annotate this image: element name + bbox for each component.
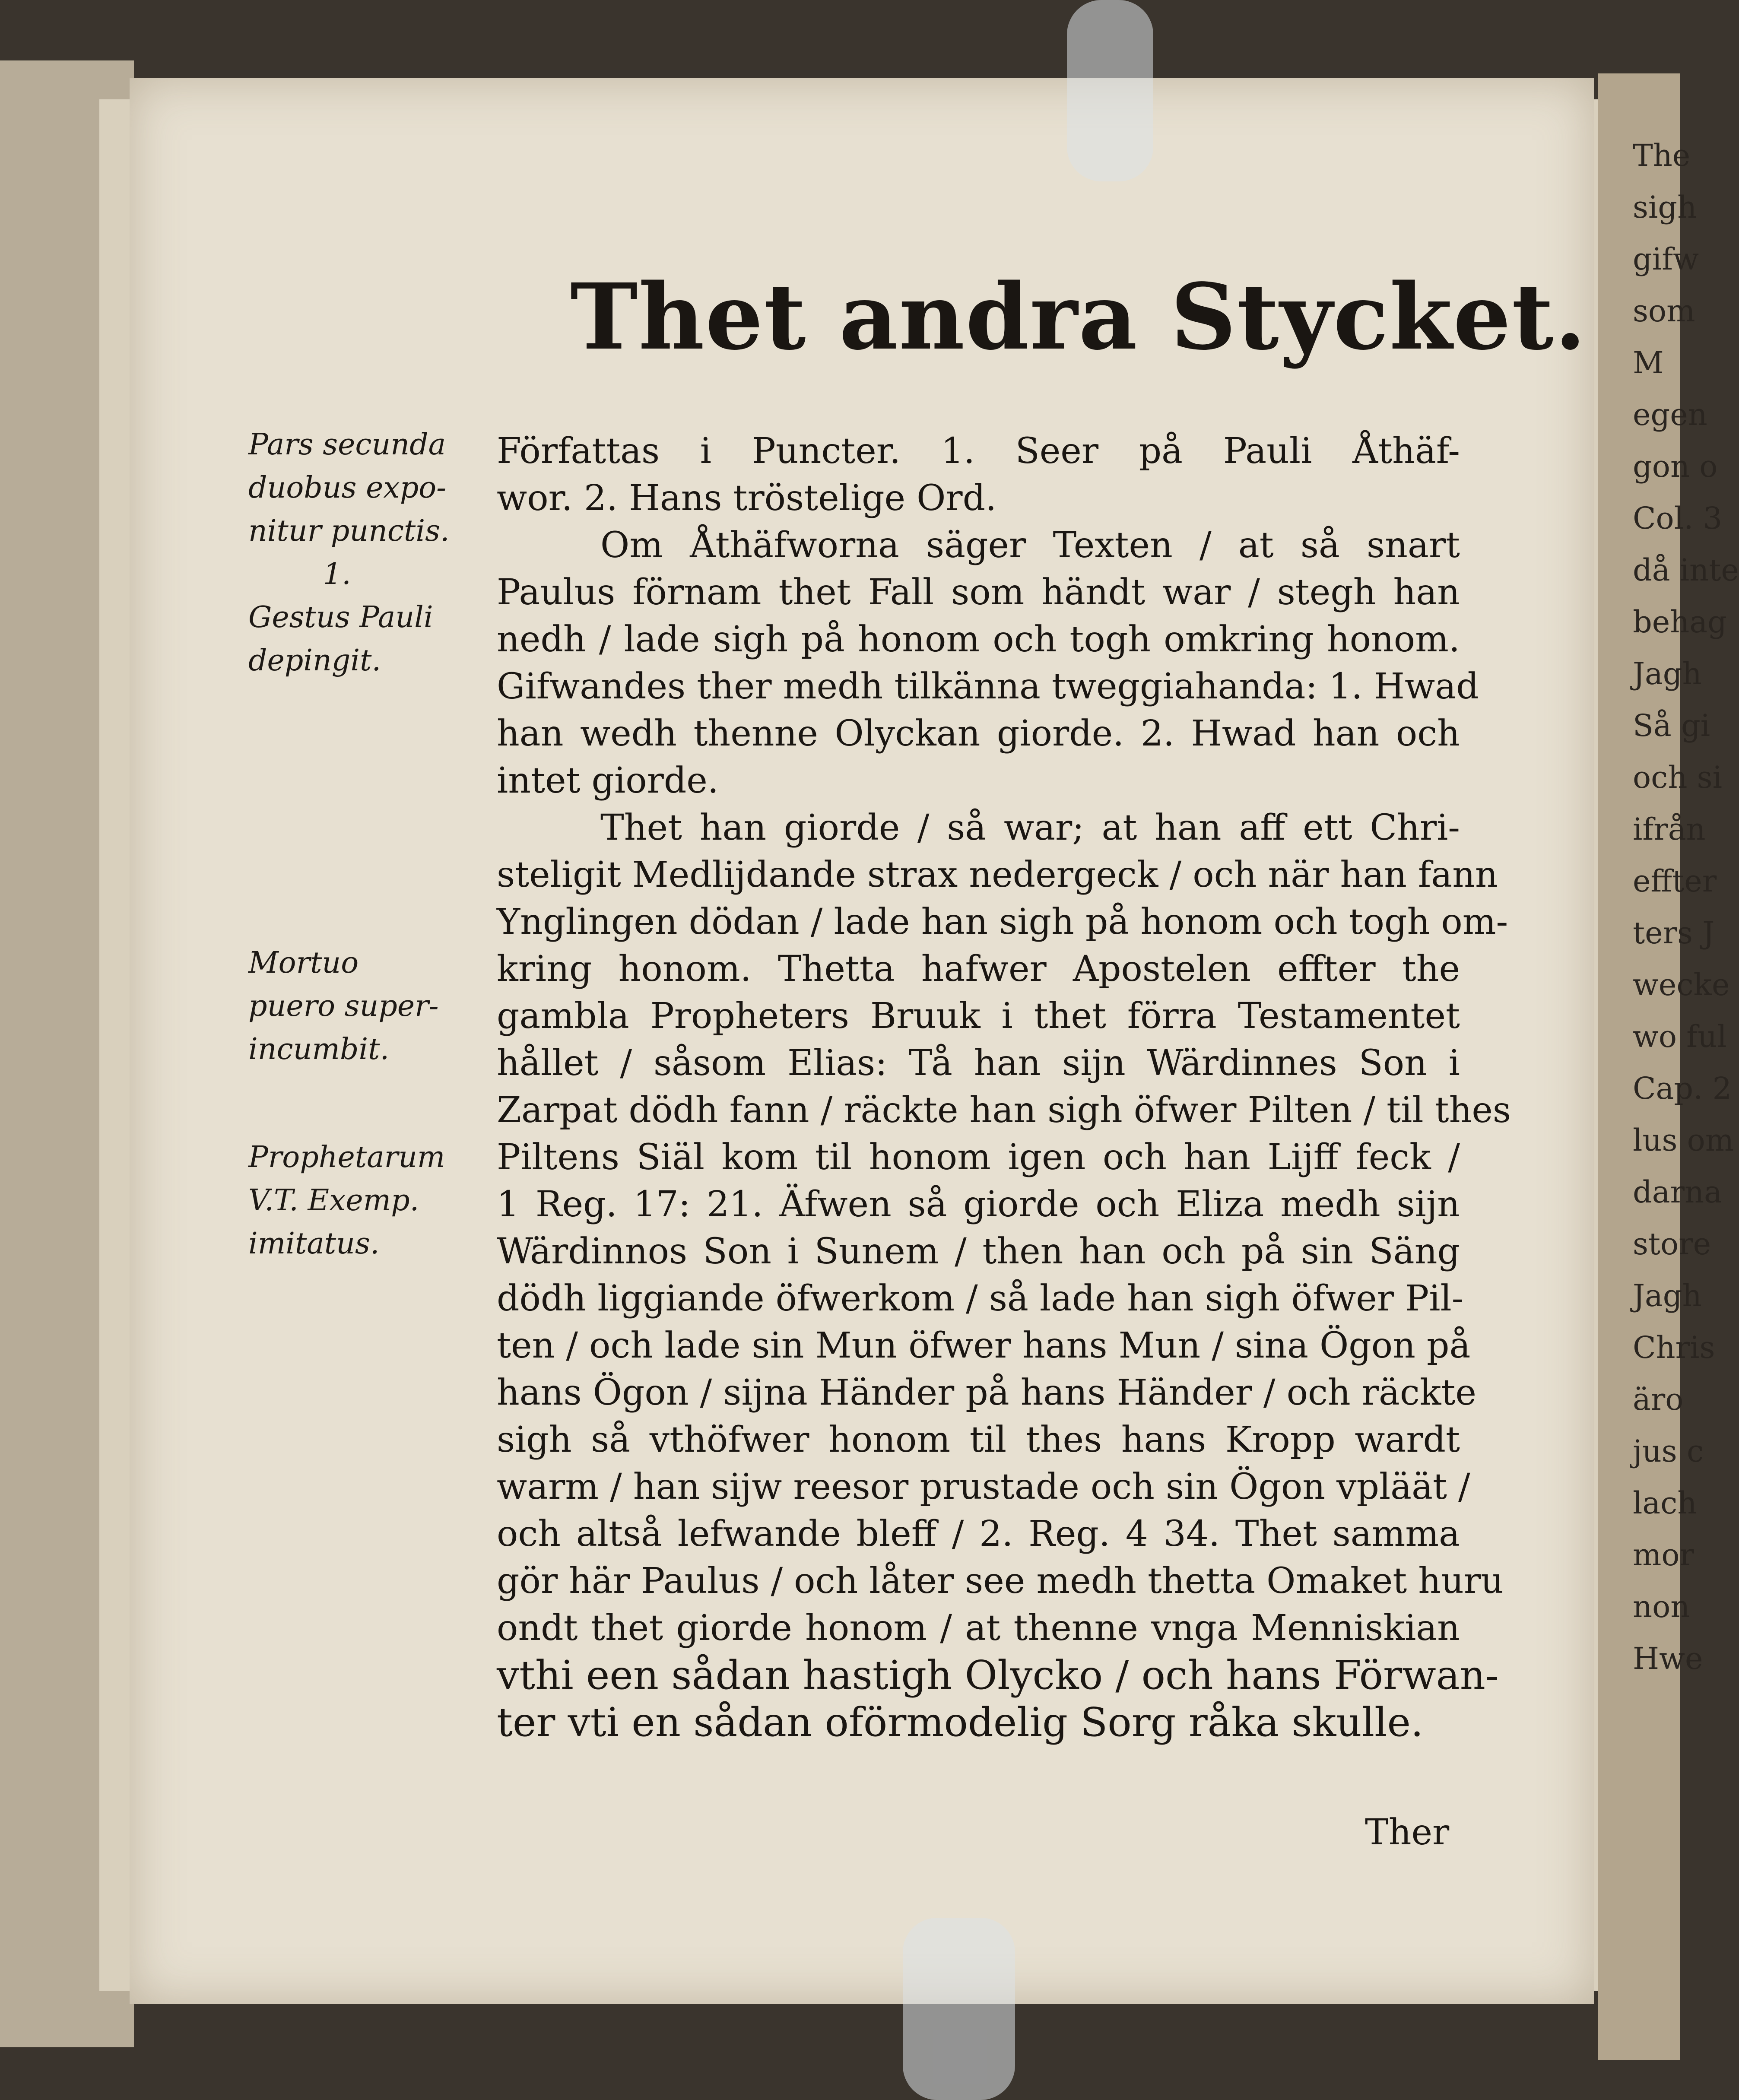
text-line: kring honom. Thetta hafwer Apostelen effter the — [497, 948, 1460, 990]
text-line: dödh liggiande öfwerkom / så lade han sigh öfwer Pil- — [497, 1278, 1464, 1319]
margin-note: Mortuo puero super- incumbit. — [248, 946, 439, 1066]
page-title: Thet andra Stycket. — [570, 263, 1587, 370]
body-text — [497, 428, 1511, 1746]
text-line: ondt thet giorde honom / at thenne vnga Menniskian — [497, 1608, 1460, 1649]
page-clip-bottom — [903, 1918, 1015, 2100]
text-line: hållet / såsom Elias: Tå han sijn Wärdinnes Son i — [497, 1043, 1460, 1084]
text-line: Gifwandes ther medh tilkänna tweggiahanda: 1. Hwad — [497, 666, 1479, 707]
page-clip-top — [1067, 0, 1153, 181]
facing-page-text-fragment: The sigh gifw som M egen gon o Col. 3 då inte behag Jagh Så gi och si ifrån effter ters J wecke wo ful Cap. 2 lus om darna store Jagh Chris äro jus c lach mor non Hwe — [1633, 138, 1739, 1676]
text-line: 1 Reg. 17: 21. Äfwen så giorde och Eliza medh sijn — [497, 1184, 1460, 1225]
text-line: gambla Propheters Bruuk i thet förra Testamentet — [497, 996, 1460, 1037]
text-line: Wärdinnos Son i Sunem / then han och på sin Säng — [497, 1231, 1460, 1272]
text-line: Thet han giorde / så war; at han aff ett Chri- — [600, 807, 1460, 848]
catchword: Ther — [1365, 1812, 1450, 1853]
text-line: sigh så vthöfwer honom til thes hans Kropp wardt — [497, 1419, 1460, 1460]
text-line: Zarpat dödh fann / räckte han sigh öfwer Pilten / til thes — [497, 1090, 1511, 1131]
text-line: Om Åthäfworna säger Texten / at så snart — [600, 525, 1460, 566]
text-line: warm / han sijw reesor prustade och sin Ögon vpläät / — [497, 1466, 1470, 1507]
text-line: vthi een sådan hastigh Olycko / och hans Förwan- — [497, 1652, 1499, 1698]
text-line: steligit Medlijdande strax nedergeck / och när han fann — [497, 854, 1498, 895]
text-line: Ynglingen dödan / lade han sigh på honom och togh om- — [497, 901, 1508, 942]
text-line: Piltens Siäl kom til honom igen och han Lijff feck / — [497, 1137, 1460, 1178]
text-line: ten / och lade sin Mun öfwer hans Mun / sina Ögon på — [497, 1325, 1471, 1366]
text-line: och altså lefwande bleff / 2. Reg. 4 34. Thet samma — [497, 1513, 1460, 1554]
text-line: wor. 2. Hans tröstelige Ord. — [497, 478, 997, 519]
text-line: gör här Paulus / och låter see medh thetta Omaket huru — [497, 1561, 1504, 1602]
text-line: Författas i Puncter. 1. Seer på Pauli Åthäf- — [497, 431, 1460, 472]
text-line: han wedh thenne Olyckan giorde. 2. Hwad han och — [497, 713, 1460, 754]
text-line: nedh / lade sigh på honom och togh omkring honom. — [497, 619, 1460, 660]
text-line: hans Ögon / sijna Händer på hans Händer / och räckte — [497, 1372, 1476, 1413]
text-line: intet giorde. — [497, 760, 719, 801]
text-line: ter vti en sådan oförmodelig Sorg råka skulle. — [497, 1699, 1424, 1745]
text-line: Paulus förnam thet Fall som händt war / stegh han — [497, 572, 1460, 613]
margin-note: Prophetarum V.T. Exemp. imitatus. — [248, 1140, 445, 1261]
margin-note: Pars secunda duobus expo- nitur punctis. 1. Gestus Pauli depingit. — [248, 428, 450, 678]
